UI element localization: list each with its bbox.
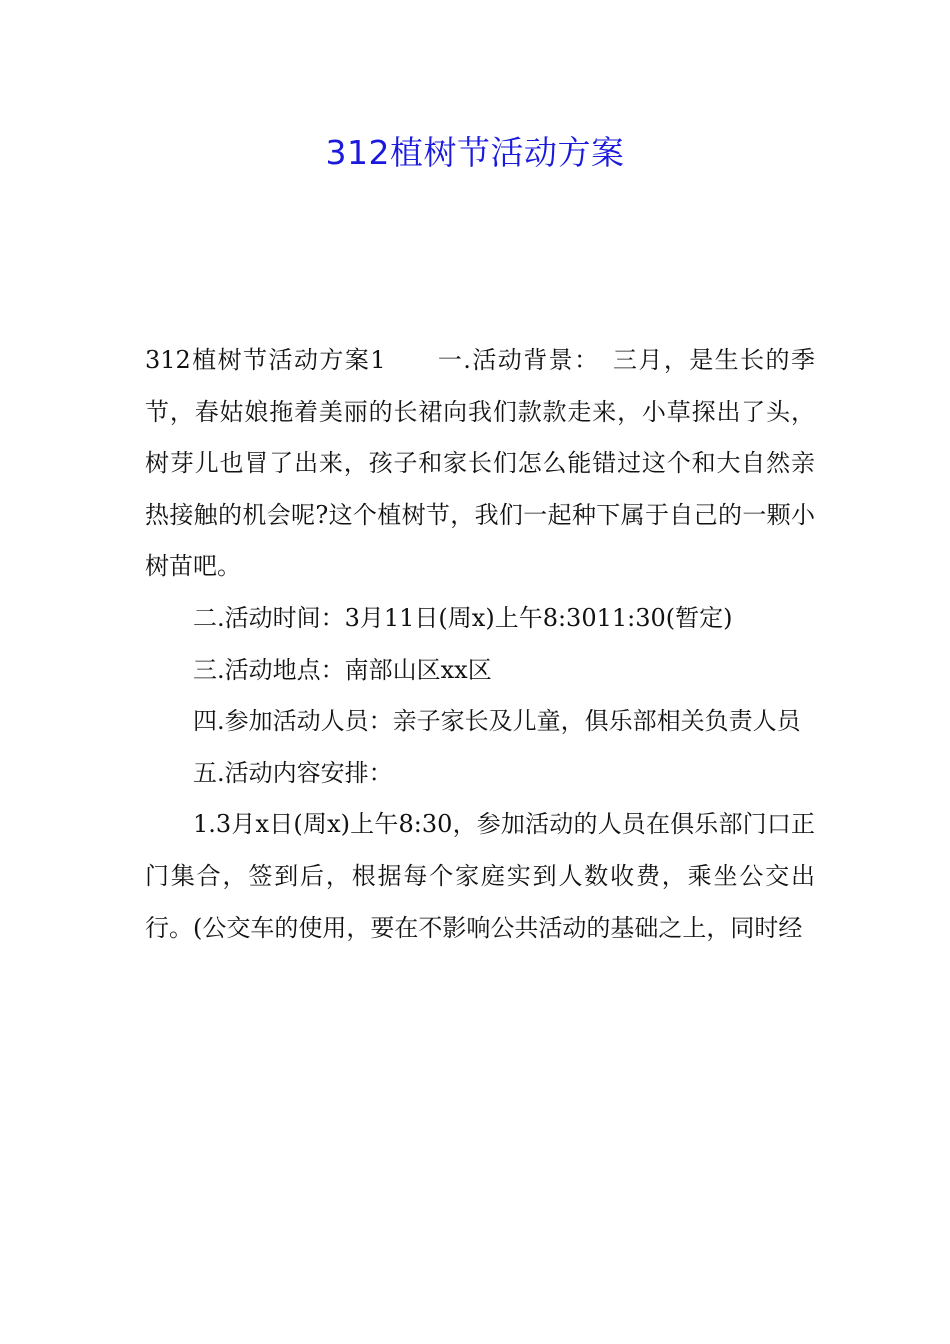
paragraph-background: 312植树节活动方案1 一.活动背景： 三月，是生长的季节，春姑娘拖着美丽的长裙向我们款款走来，小草探出了头，树芽儿也冒了出来，孩子和家长们怎么能错过这个和大自然亲热接触的机会呢?这个植树节，我们一起种下属于自己的一颗小树苗吧。 (145, 346, 815, 581)
paragraph-schedule-item-1: 1.3月x日(周x)上午8:30，参加活动的人员在俱乐部门口正门集合，签到后，根据每个家庭实到人数收费，乘坐公交出行。(公交车的使用，要在不影响公共活动的基础之上，同时经 (145, 810, 815, 942)
paragraph-participants: 四.参加活动人员：亲子家长及儿童，俱乐部相关负责人员 (193, 707, 801, 736)
document-body (145, 335, 815, 954)
paragraph-schedule-heading: 五.活动内容安排： (193, 758, 393, 787)
paragraph-location: 三.活动地点：南部山区xx区 (193, 655, 492, 684)
document-title: 312植树节活动方案 (325, 133, 625, 172)
paragraph-time: 二.活动时间：3月11日(周x)上午8:3011:30(暂定) (193, 603, 733, 632)
